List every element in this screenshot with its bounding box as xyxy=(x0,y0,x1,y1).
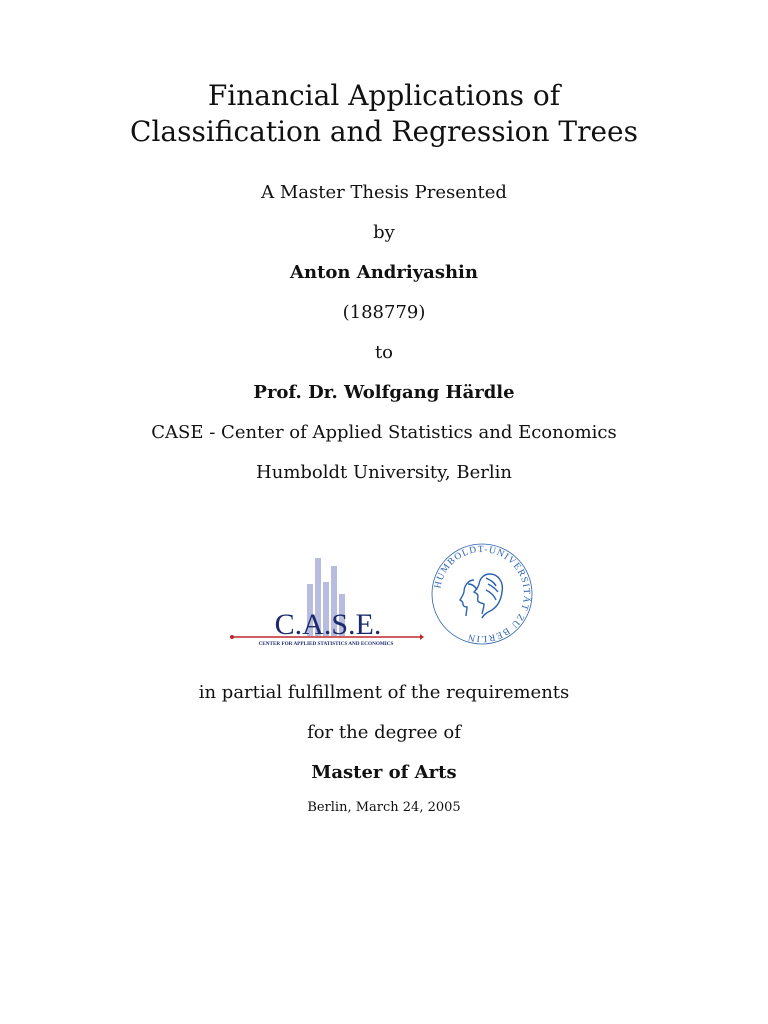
seal-outer-ring xyxy=(432,544,532,644)
author-name: Anton Andriyashin xyxy=(290,262,478,283)
humboldt-seal-logo xyxy=(428,540,536,648)
case-logo xyxy=(228,556,424,648)
degree-of-text: for the degree of xyxy=(307,722,461,743)
university-name: Humboldt University, Berlin xyxy=(256,462,512,483)
by-text: by xyxy=(373,222,395,243)
thesis-title-line-1: Financial Applications of xyxy=(207,79,561,112)
case-logo-text: C.A.S.E. xyxy=(274,608,382,641)
seal-text: HUMBOLDT-UNIVERSITÄT ZU BERLIN xyxy=(433,544,532,644)
case-logo-dot xyxy=(230,635,234,639)
case-logo-arrow xyxy=(420,634,424,640)
to-text: to xyxy=(374,342,394,363)
fulfillment-text: in partial fulfillment of the requirements xyxy=(198,682,570,703)
student-id: (188779) xyxy=(342,302,426,323)
seal-portrait xyxy=(460,574,502,618)
thesis-title-line-2: Classification and Regression Trees xyxy=(130,115,638,148)
supervisor-name: Prof. Dr. Wolfgang Härdle xyxy=(253,382,515,403)
degree-name: Master of Arts xyxy=(311,762,457,783)
date-text: Berlin, March 24, 2005 xyxy=(307,800,461,815)
case-logo-subtitle: CENTER FOR APPLIED STATISTICS AND ECONOMICS xyxy=(258,641,394,647)
presented-text: A Master Thesis Presented xyxy=(261,182,507,203)
institute-name: CASE - Center of Applied Statistics and Economics xyxy=(151,422,617,443)
